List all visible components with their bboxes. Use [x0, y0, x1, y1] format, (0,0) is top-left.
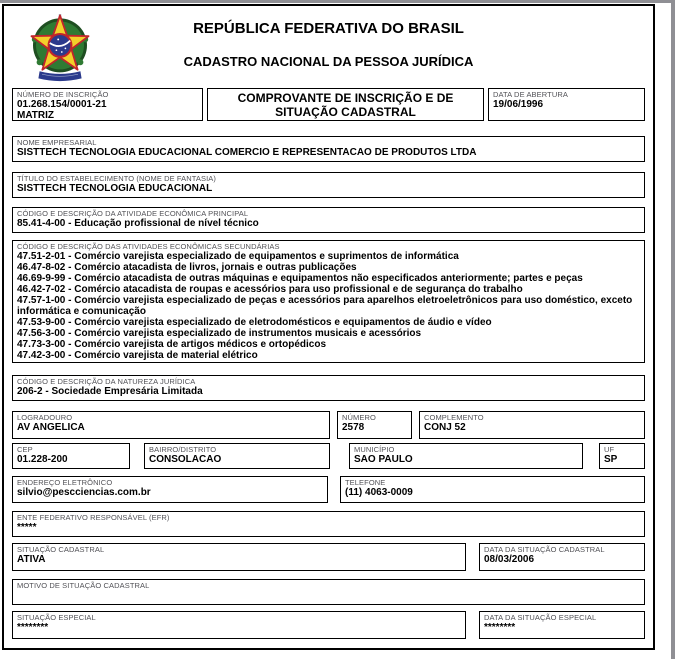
field-label: SITUAÇÃO ESPECIAL — [17, 613, 96, 622]
uf-value: SP — [604, 454, 618, 465]
field-data-situacao-cadastral — [479, 543, 645, 571]
field-motivo-situacao — [12, 579, 645, 605]
field-endereco-eletronico — [12, 476, 328, 503]
brazil-coat-of-arms-icon — [24, 14, 96, 89]
field-bairro — [144, 443, 330, 469]
logradouro-value: AV ANGELICA — [17, 422, 85, 433]
telefone-value: (11) 4063-0009 — [345, 487, 413, 498]
atividade-secundaria-item: 46.69-9-99 - Comércio atacadista de outras máquinas e equipamentos não especificados anteriormente; partes e peças — [17, 273, 583, 284]
field-label: ENTE FEDERATIVO RESPONSÁVEL (EFR) — [17, 513, 170, 522]
field-label: DATA DA SITUAÇÃO ESPECIAL — [484, 613, 597, 622]
matriz-value: MATRIZ — [17, 110, 55, 121]
window-frame-right — [671, 0, 675, 659]
registry-title: CADASTRO NACIONAL DA PESSOA JURÍDICA — [183, 54, 474, 69]
field-label: DATA DA SITUAÇÃO CADASTRAL — [484, 545, 605, 554]
field-titulo-comprovante — [207, 88, 484, 121]
field-numero-inscricao — [12, 88, 203, 121]
document-body — [4, 88, 653, 639]
atividade-secundaria-item: 47.53-9-00 - Comércio varejista especializado de eletrodomésticos e equipamentos de áudio e vídeo — [17, 317, 492, 328]
field-label: LOGRADOURO — [17, 413, 73, 422]
nome-empresarial-value: SISTTECH TECNOLOGIA EDUCACIONAL COMERCIO E REPRESENTACAO DE PRODUTOS LTDA — [17, 147, 477, 158]
field-uf — [599, 443, 645, 469]
field-label: TELEFONE — [345, 478, 386, 487]
field-label: CEP — [17, 445, 33, 454]
field-logradouro — [12, 411, 330, 439]
atividade-secundaria-item: 47.51-2-01 - Comércio varejista especializado de equipamentos e suprimentos de informática — [17, 251, 459, 262]
field-label: BAIRRO/DISTRITO — [149, 445, 217, 454]
email-value: silvio@pescciencias.com.br — [17, 487, 151, 498]
field-situacao-cadastral — [12, 543, 466, 571]
field-cep — [12, 443, 130, 469]
atividade-principal-value: 85.41-4-00 - Educação profissional de nível técnico — [17, 218, 259, 229]
field-situacao-especial — [12, 611, 466, 639]
field-label: NÚMERO — [342, 413, 376, 422]
field-atividade-principal — [12, 207, 645, 233]
field-label: CÓDIGO E DESCRIÇÃO DAS ATIVIDADES ECONÔMICAS SECUNDÁRIAS — [17, 242, 280, 251]
row-cep — [12, 443, 645, 469]
field-data-situacao-especial — [479, 611, 645, 639]
data-situacao-cadastral-value: 08/03/2006 — [484, 554, 535, 565]
cnpj-certificate-document — [2, 4, 655, 650]
atividade-secundaria-item: 46.47-8-02 - Comércio atacadista de livros, jornais e outras publicações — [17, 262, 357, 273]
field-numero — [337, 411, 412, 439]
atividade-secundaria-item: 47.42-3-00 - Comércio varejista de material elétrico — [17, 350, 258, 361]
field-complemento — [419, 411, 645, 439]
field-label: CÓDIGO E DESCRIÇÃO DA ATIVIDADE ECONÔMICA PRINCIPAL — [17, 209, 249, 218]
document-header — [4, 6, 653, 88]
field-label: MOTIVO DE SITUAÇÃO CADASTRAL — [17, 581, 150, 590]
cep-value: 01.228-200 — [17, 454, 68, 465]
data-abertura-value: 19/06/1996 — [493, 99, 544, 110]
situacao-especial-value: ******** — [17, 622, 49, 633]
republic-title: REPÚBLICA FEDERATIVA DO BRASIL — [193, 20, 464, 37]
field-nome-empresarial — [12, 136, 645, 162]
field-municipio — [349, 443, 583, 469]
field-label: NÚMERO DE INSCRIÇÃO — [17, 90, 109, 99]
field-label: SITUAÇÃO CADASTRAL — [17, 545, 105, 554]
field-label: NOME EMPRESARIAL — [17, 138, 97, 147]
situacao-cadastral-value: ATIVA — [17, 554, 46, 565]
atividade-secundaria-item: 47.56-3-00 - Comércio varejista especializado de instrumentos musicais e acessórios — [17, 328, 422, 339]
atividade-secundaria-item: 46.42-7-02 - Comércio atacadista de roupas e acessórios para uso profissional e de segurança do trabalho — [17, 284, 523, 295]
window-frame-top — [0, 0, 675, 3]
complemento-value: CONJ 52 — [424, 422, 466, 433]
row-situacao-cadastral — [12, 543, 645, 571]
field-natureza-juridica — [12, 375, 645, 401]
row-contato — [12, 476, 645, 503]
field-label: ENDEREÇO ELETRÔNICO — [17, 478, 113, 487]
atividade-secundaria-item: 47.73-3-00 - Comércio varejista de artigos médicos e ortopédicos — [17, 339, 327, 350]
field-label: CÓDIGO E DESCRIÇÃO DA NATUREZA JURÍDICA — [17, 377, 196, 386]
comprovante-title: COMPROVANTE DE INSCRIÇÃO E DE SITUAÇÃO CADASTRAL — [237, 90, 454, 119]
atividades-secundarias-list — [17, 251, 640, 361]
field-label: TÍTULO DO ESTABELECIMENTO (NOME DE FANTASIA) — [17, 174, 217, 183]
natureza-juridica-value: 206-2 - Sociedade Empresária Limitada — [17, 386, 203, 397]
field-label: DATA DE ABERTURA — [493, 90, 568, 99]
data-situacao-especial-value: ******** — [484, 622, 516, 633]
row-inscricao — [12, 88, 645, 121]
row-situacao-especial — [12, 611, 645, 639]
efr-value: ***** — [17, 522, 37, 533]
field-telefone — [340, 476, 645, 503]
bairro-value: CONSOLACAO — [149, 454, 222, 465]
nome-fantasia-value: SISTTECH TECNOLOGIA EDUCACIONAL — [17, 183, 213, 194]
field-atividades-secundarias — [12, 240, 645, 363]
numero-inscricao-value: 01.268.154/0001-21 — [17, 99, 107, 110]
field-nome-fantasia — [12, 172, 645, 198]
field-label: UF — [604, 445, 615, 454]
field-label: MUNICÍPIO — [354, 445, 395, 454]
numero-value: 2578 — [342, 422, 365, 433]
municipio-value: SAO PAULO — [354, 454, 413, 465]
atividade-secundaria-item: 47.57-1-00 - Comércio varejista especializado de peças e acessórios para aparelhos eletroeletrônicos para uso doméstico, exceto informática e comunicação — [17, 295, 633, 317]
field-data-abertura — [488, 88, 645, 121]
field-label: COMPLEMENTO — [424, 413, 484, 422]
row-endereco — [12, 411, 645, 439]
field-efr — [12, 511, 645, 537]
